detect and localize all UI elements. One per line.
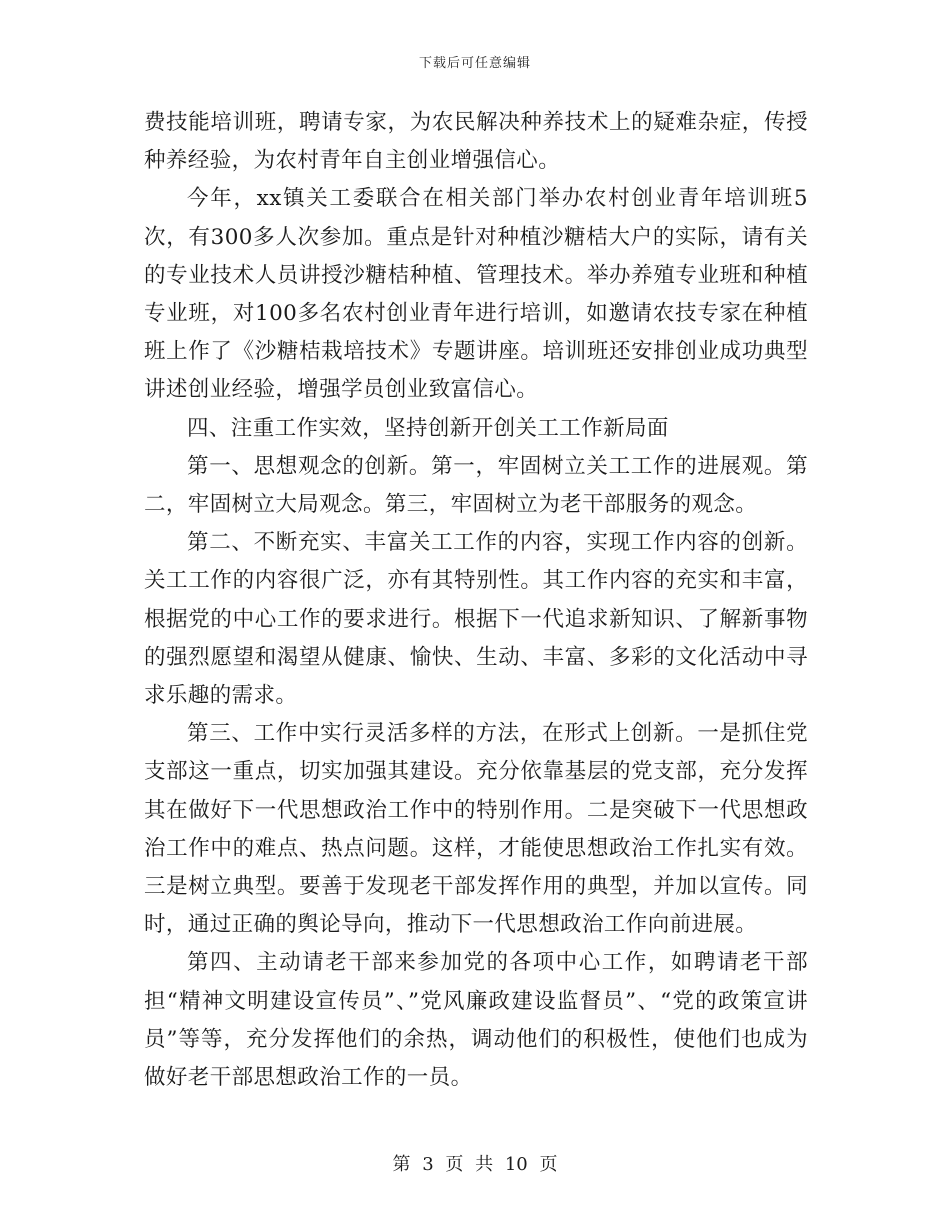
document-body bbox=[144, 104, 808, 1097]
paragraph-5: 第三、工作中实行灵活多样的方法，在形式上创新。一是抓住党支部这一重点，切实加强其建设。充分依靠基层的党支部，充分发挥其在做好下一代思想政治工作中的特别作用。二是突破下一代思想政治工作中的难点、热点问题。这样，才能使思想政治工作扎实有效。三是树立典型。要善于发现老干部发挥作用的典型，并加以宣传。同时，通过正确的舆论导向，推动下一代思想政治工作向前进展。 bbox=[144, 721, 808, 938]
paragraph-6: 第四、主动请老干部来参加党的各项中心工作，如聘请老干部担“精神文明建设宣传员”、”党风廉政建设监督员”、“党的政策宣讲员”等等，充分发挥他们的余热，调动他们的积极性，使他们也成为做好老干部思想政治工作的一员。 bbox=[144, 950, 808, 1091]
paragraph-3: 第一、思想观念的创新。第一，牢固树立关工工作的进展观。第二，牢固树立大局观念。第三，牢固树立为老干部服务的观念。 bbox=[144, 453, 808, 518]
paragraph-4: 第二、不断充实、丰富关工工作的内容，实现工作内容的创新。关工工作的内容很广泛，亦有其特别性。其工作内容的充实和丰富，根据党的中心工作的要求进行。根据下一代追求新知识、了解新事物的强烈愿望和渴望从健康、愉快、生动、丰富、多彩的文化活动中寻求乐趣的需求。 bbox=[144, 530, 808, 709]
page-header: 下载后可任意编辑 bbox=[418, 56, 531, 71]
section-heading: 四、注重工作实效，坚持创新开创关工工作新局面 bbox=[187, 415, 669, 441]
paragraph-1: 费技能培训班，聘请专家，为农民解决种养技术上的疑难杂症，传授种养经验，为农村青年自主创业增强信心。 bbox=[144, 110, 808, 174]
page-number-footer: 第 3 页 共 10 页 bbox=[392, 1154, 558, 1175]
paragraph-2: 今年，xx镇关工委联合在相关部门举办农村创业青年培训班5次，有300多人次参加。重点是针对种植沙糖桔大户的实际，请有关的专业技术人员讲授沙糖桔种植、管理技术。举办养殖专业班和种植专业班，对100多名农村创业青年进行培训，如邀请农技专家在种植班上作了《沙糖桔栽培技术》专题讲座。培训班还安排创业成功典型讲述创业经验，增强学员创业致富信心。 bbox=[144, 186, 808, 403]
